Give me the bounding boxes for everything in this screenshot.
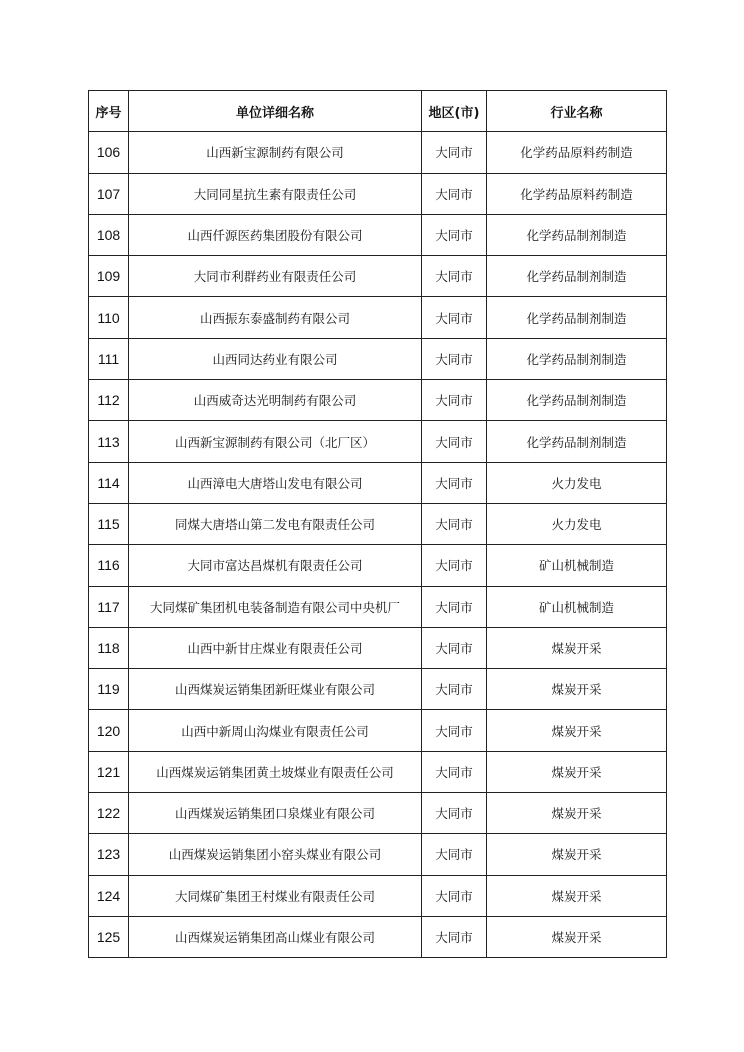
table-row [89, 627, 667, 668]
serial-number-cell: 118 [89, 627, 129, 668]
company-name-cell: 大同市利群药业有限责任公司 [129, 256, 422, 297]
table-row [89, 338, 667, 379]
table-row [89, 132, 667, 173]
company-name-cell: 山西新宝源制药有限公司 [129, 132, 422, 173]
serial-number-cell: 125 [89, 916, 129, 957]
table-header-row [89, 91, 667, 132]
company-name-cell: 山西仟源医药集团股份有限公司 [129, 214, 422, 255]
industry-cell: 化学药品制剂制造 [487, 338, 667, 379]
region-cell: 大同市 [422, 462, 487, 503]
company-name-cell: 同煤大唐塔山第二发电有限责任公司 [129, 503, 422, 544]
table-row [89, 503, 667, 544]
industry-cell: 煤炭开采 [487, 793, 667, 834]
table-row [89, 421, 667, 462]
industry-cell: 化学药品制剂制造 [487, 297, 667, 338]
table-body [89, 132, 667, 958]
serial-number-cell: 109 [89, 256, 129, 297]
industry-cell: 火力发电 [487, 503, 667, 544]
region-cell: 大同市 [422, 132, 487, 173]
industry-cell: 矿山机械制造 [487, 586, 667, 627]
serial-number-cell: 116 [89, 545, 129, 586]
table-row [89, 214, 667, 255]
serial-number-cell: 112 [89, 380, 129, 421]
industry-cell: 煤炭开采 [487, 710, 667, 751]
enterprise-table [88, 90, 667, 958]
serial-number-cell: 117 [89, 586, 129, 627]
serial-number-cell: 123 [89, 834, 129, 875]
serial-number-cell: 114 [89, 462, 129, 503]
header-region: 地区(市) [422, 91, 487, 132]
company-name-cell: 山西煤炭运销集团高山煤业有限公司 [129, 916, 422, 957]
table-row [89, 297, 667, 338]
industry-cell: 化学药品原料药制造 [487, 132, 667, 173]
industry-cell: 煤炭开采 [487, 669, 667, 710]
company-name-cell: 山西新宝源制药有限公司（北厂区） [129, 421, 422, 462]
industry-cell: 化学药品制剂制造 [487, 214, 667, 255]
serial-number-cell: 107 [89, 173, 129, 214]
company-name-cell: 大同煤矿集团机电装备制造有限公司中央机厂 [129, 586, 422, 627]
table-row [89, 793, 667, 834]
header-industry: 行业名称 [487, 91, 667, 132]
company-name-cell: 山西威奇达光明制药有限公司 [129, 380, 422, 421]
serial-number-cell: 108 [89, 214, 129, 255]
company-name-cell: 山西煤炭运销集团口泉煤业有限公司 [129, 793, 422, 834]
industry-cell: 化学药品制剂制造 [487, 380, 667, 421]
company-name-cell: 山西煤炭运销集团黄土坡煤业有限责任公司 [129, 751, 422, 792]
serial-number-cell: 111 [89, 338, 129, 379]
region-cell: 大同市 [422, 421, 487, 462]
region-cell: 大同市 [422, 834, 487, 875]
region-cell: 大同市 [422, 297, 487, 338]
table-row [89, 462, 667, 503]
region-cell: 大同市 [422, 545, 487, 586]
industry-cell: 矿山机械制造 [487, 545, 667, 586]
industry-cell: 化学药品制剂制造 [487, 421, 667, 462]
company-name-cell: 山西中新甘庄煤业有限责任公司 [129, 627, 422, 668]
region-cell: 大同市 [422, 627, 487, 668]
industry-cell: 煤炭开采 [487, 627, 667, 668]
table-row [89, 751, 667, 792]
company-name-cell: 山西煤炭运销集团新旺煤业有限公司 [129, 669, 422, 710]
region-cell: 大同市 [422, 586, 487, 627]
company-name-cell: 大同同星抗生素有限责任公司 [129, 173, 422, 214]
header-company-name: 单位详细名称 [129, 91, 422, 132]
company-name-cell: 大同煤矿集团王村煤业有限责任公司 [129, 875, 422, 916]
industry-cell: 化学药品制剂制造 [487, 256, 667, 297]
company-name-cell: 大同市富达昌煤机有限责任公司 [129, 545, 422, 586]
region-cell: 大同市 [422, 916, 487, 957]
header-serial-number: 序号 [89, 91, 129, 132]
industry-cell: 火力发电 [487, 462, 667, 503]
company-name-cell: 山西中新周山沟煤业有限责任公司 [129, 710, 422, 751]
region-cell: 大同市 [422, 173, 487, 214]
region-cell: 大同市 [422, 338, 487, 379]
industry-cell: 煤炭开采 [487, 834, 667, 875]
region-cell: 大同市 [422, 793, 487, 834]
table-row [89, 380, 667, 421]
industry-cell: 化学药品原料药制造 [487, 173, 667, 214]
region-cell: 大同市 [422, 256, 487, 297]
table-row [89, 669, 667, 710]
serial-number-cell: 110 [89, 297, 129, 338]
industry-cell: 煤炭开采 [487, 875, 667, 916]
table-row [89, 545, 667, 586]
company-name-cell: 山西煤炭运销集团小窑头煤业有限公司 [129, 834, 422, 875]
industry-cell: 煤炭开采 [487, 751, 667, 792]
region-cell: 大同市 [422, 380, 487, 421]
region-cell: 大同市 [422, 214, 487, 255]
table-row [89, 875, 667, 916]
table-row [89, 834, 667, 875]
table-row [89, 256, 667, 297]
table-row [89, 173, 667, 214]
serial-number-cell: 121 [89, 751, 129, 792]
company-name-cell: 山西振东泰盛制药有限公司 [129, 297, 422, 338]
region-cell: 大同市 [422, 875, 487, 916]
region-cell: 大同市 [422, 751, 487, 792]
serial-number-cell: 106 [89, 132, 129, 173]
table-row [89, 710, 667, 751]
company-name-cell: 山西漳电大唐塔山发电有限公司 [129, 462, 422, 503]
serial-number-cell: 113 [89, 421, 129, 462]
serial-number-cell: 124 [89, 875, 129, 916]
region-cell: 大同市 [422, 669, 487, 710]
serial-number-cell: 120 [89, 710, 129, 751]
region-cell: 大同市 [422, 710, 487, 751]
serial-number-cell: 122 [89, 793, 129, 834]
table-row [89, 916, 667, 957]
serial-number-cell: 119 [89, 669, 129, 710]
table-row [89, 586, 667, 627]
serial-number-cell: 115 [89, 503, 129, 544]
company-name-cell: 山西同达药业有限公司 [129, 338, 422, 379]
region-cell: 大同市 [422, 503, 487, 544]
industry-cell: 煤炭开采 [487, 916, 667, 957]
